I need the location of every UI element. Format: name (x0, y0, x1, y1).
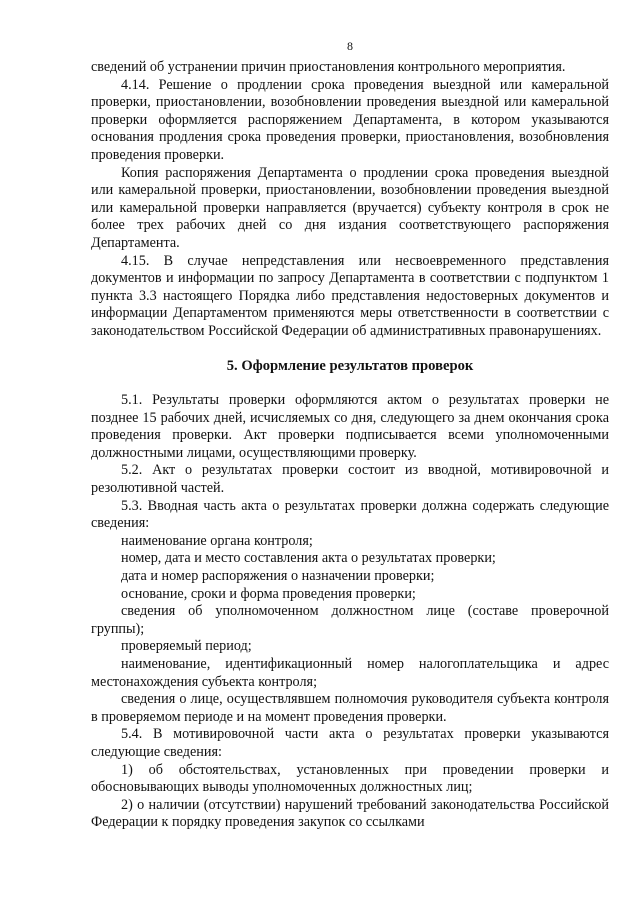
list-item: наименование, идентификационный номер налогоплательщика и адрес местонахождения субъекта контроля; (91, 656, 609, 690)
paragraph-5-1: 5.1. Результаты проверки оформляются актом о результатах проверки не позднее 15 рабочих дней, исчисляемых со дня, следующего за днем окончания срока проведения проверки. Акт проверки подписывается всеми уполномоченными должностными лицами, осуществляющими проверку. (91, 392, 609, 461)
list-item: наименование органа контроля; (121, 532, 313, 549)
list-item: дата и номер распоряжения о назначении проверки; (121, 568, 435, 585)
paragraph-4-14: 4.14. Решение о продлении срока проведения выездной или камеральной проверки, приостановлении, возобновлении проведения выездной или камеральной проверки оформляется распоряжением Департамента, в котором указываются основания продления срока проведения проверки, приостановления, возобновления проведения проверки. (91, 76, 609, 163)
paragraph-5-3: 5.3. Вводная часть акта о результатах проверки должна содержать следующие сведения: (91, 497, 609, 532)
paragraph-5-4-item-2: 2) о наличии (отсутствии) нарушений требований законодательства Российской Федерации к порядку проведения закупок со ссылками (91, 796, 609, 831)
section-heading: 5. Оформление результатов проверок (226, 357, 474, 374)
paragraph-4-15: 4.15. В случае непредставления или несвоевременного представления документов и информации по запросу Департамента в соответствии с подпунктом 1 пункта 3.3 настоящего Порядка либо представления недостоверных документов и информации Департаментом применяются меры ответственности в соответствии с законодательством Российской Федерации об административных правонарушениях. (91, 252, 609, 339)
paragraph-5-4-item-1: 1) об обстоятельствах, установленных при проведении проверки и обосновывающих выводы уполномоченных должностных лиц; (91, 761, 609, 796)
paragraph-5-4: 5.4. В мотивировочной части акта о результатах проверки указываются следующие сведения: (91, 726, 609, 760)
list-item: сведения об уполномоченном должностном лице (составе проверочной группы); (91, 603, 609, 637)
list-item: основание, сроки и форма проведения проверки; (121, 585, 416, 602)
paragraph-5-2: 5.2. Акт о результатах проверки состоит из вводной, мотивировочной и резолютивной частей. (91, 462, 609, 497)
page-number: 8 (347, 39, 353, 53)
list-item: проверяемый период; (121, 638, 252, 655)
list-item: сведения о лице, осуществлявшем полномочия руководителя субъекта контроля в проверяемом периоде и на момент проведения проверки. (91, 691, 609, 725)
paragraph-continuation: сведений об устранении причин приостановления контрольного мероприятия. (91, 59, 566, 75)
paragraph-4-14-copy: Копия распоряжения Департамента о продлении срока проведения выездной или камеральной проверки, приостановлении, возобновлении проведения выездной или камеральной проверки направляется (вручается) субъекту контроля в срок не более трех рабочих дней со дня издания соответствующего распоряжения Департамента. (91, 164, 609, 251)
list-item: номер, дата и место составления акта о результатах проверки; (121, 550, 496, 567)
document-body (91, 59, 609, 832)
